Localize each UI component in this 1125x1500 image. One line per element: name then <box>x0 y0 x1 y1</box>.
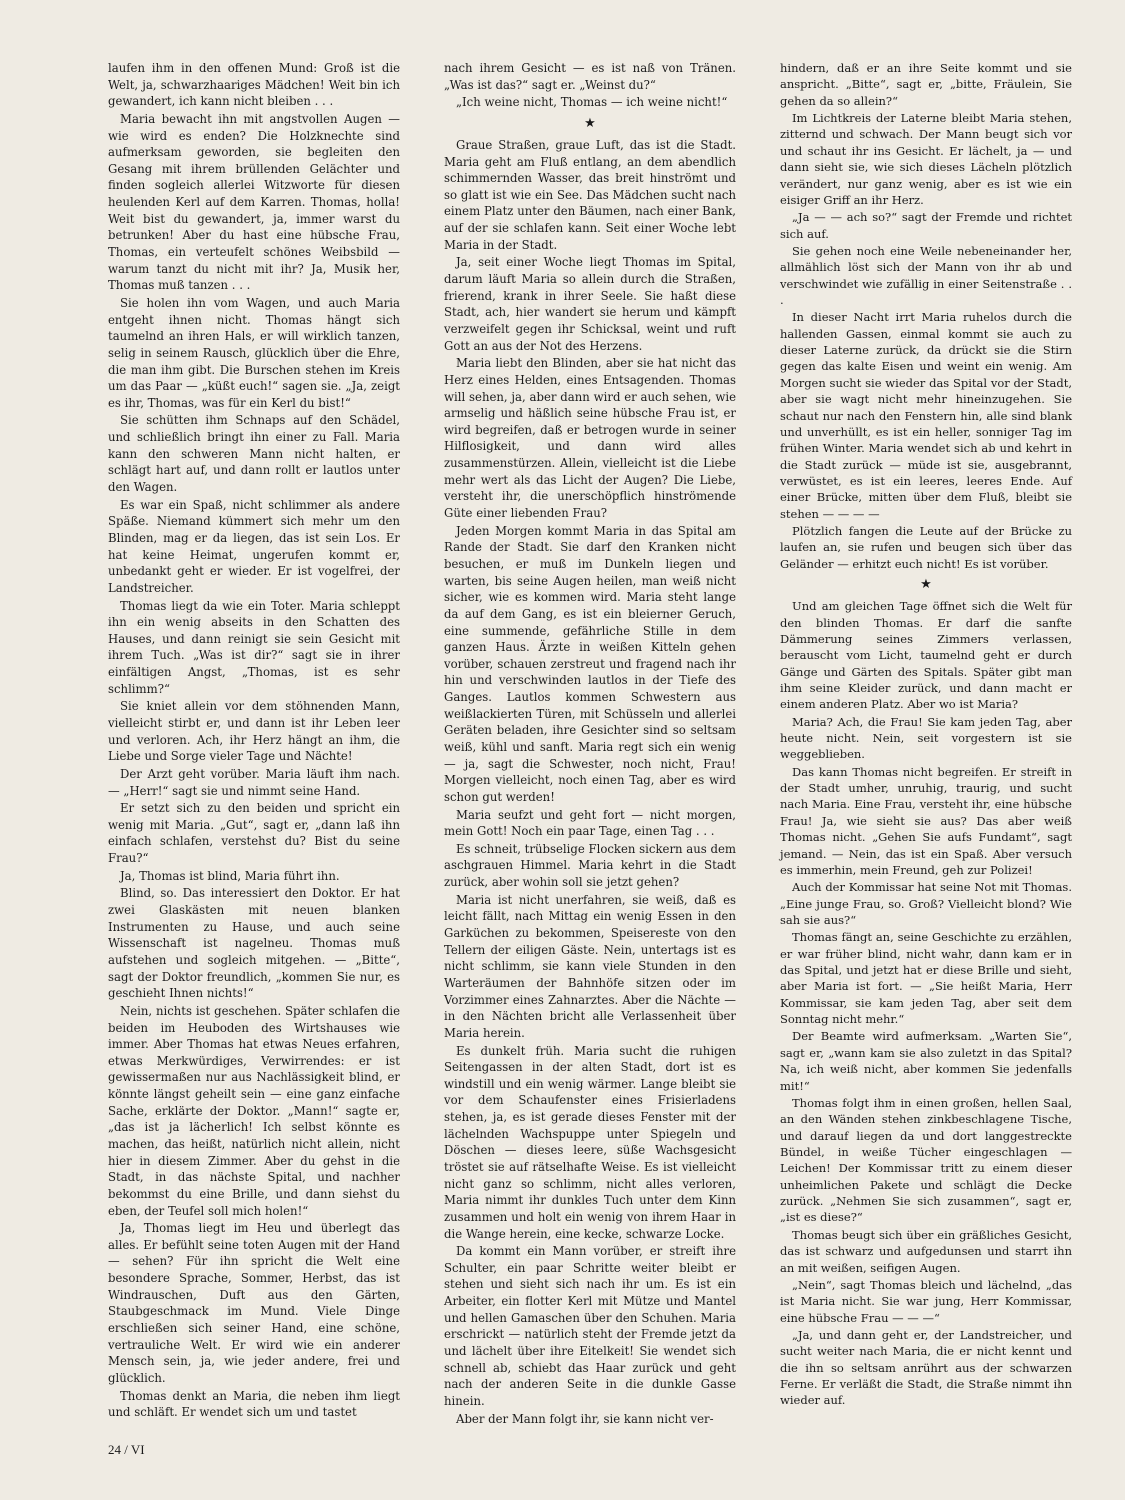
paragraph: hindern, daß er an ihre Seite kommt und sie anspricht. „Bitte“, sagt er, „bitte, Fräulein, Sie gehen da so allein?“ <box>780 61 1072 108</box>
paragraph: „Ja, und dann geht er, der Landstreicher, und sucht weiter nach Maria, die er nicht kennt und die ihn so seltsam anrührt aus der schwarzen Ferne. Er verläßt die Stadt, die Straße nimmt ihn wieder auf. <box>780 1327 1072 1408</box>
paragraph: Blind, so. Das interessiert den Doktor. Er hat zwei Glaskästen mit neuen blanken Instrumenten zu Hause, und auch seine Wissenschaft ist nagelneu. Thomas muß aufstehen und sogleich mitgehen. — „Bitte“, sagt der Doktor freundlich, „kommen Sie nur, es geschieht Ihnen nichts!“ <box>108 886 400 1001</box>
paragraph: Aber der Mann folgt ihr, sie kann nicht ver- <box>456 1411 714 1426</box>
paragraph: Thomas liegt da wie ein Toter. Maria schleppt ihn ein wenig abseits in den Schatten des Hauses, und dann reinigt sie sein Gesicht mit ihrem Tuch. „Was ist dir?“ sagt sie in ihrer einfältigen Angst, „Thomas, ist es sehr schlimm?“ <box>108 598 400 696</box>
paragraph: Jeden Morgen kommt Maria in das Spital am Rande der Stadt. Sie darf den Kranken nicht besuchen, er muß im Dunkeln liegen und warten, bis seine Augen heilen, man weiß nicht sicher, wie es kommen wird. Maria steht lange da auf dem Gang, es ist ein bleierner Geruch, eine summende, gefährliche Stille in dem ganzen Haus. Ärzte in weißen Kitteln gehen vorüber, schauen zerstreut und fragend nach ihr hin und verschwinden lautlos in der Tiefe des Ganges. Lautlos kommen Schwestern aus weißlackierten Türen, mit Schüsseln und allerlei Geräten beladen, ihre Gesichter sind so seltsam weiß, kühl und sanft. Maria regt sich ein wenig — ja, sagt die Schwester, noch nicht, Frau! Morgen vielleicht, noch einen Tag, aber es wird schon gut werden! <box>444 523 736 804</box>
paragraph: Das kann Thomas nicht begreifen. Er streift in der Stadt umher, unruhig, traurig, und sucht nach Maria. Eine Frau, versteht ihr, eine hübsche Frau! Ja, wie sieht sie aus? Das aber weiß Thomas nicht. „Gehen Sie aufs Fundamt“, sagt jemand. — Nein, das ist ein Spaß. Aber versuch es immerhin, mein Freund, geh zur Polizei! <box>780 764 1072 877</box>
paragraph: Im Lichtkreis der Laterne bleibt Maria stehen, zitternd und schwach. Der Mann beugt sich vor und schaut ihr ins Gesicht. Er lächelt, ja — und dann sieht sie, wie sich dieses Lächeln plötzlich verändert, nur ganz wenig, aber es ist wie ein eisiger Griff an ihr Herz. <box>780 111 1072 207</box>
paragraph: Ja, seit einer Woche liegt Thomas im Spital, darum läuft Maria so allein durch die Straßen, frierend, krank in ihrer Seele. Sie haßt diese Stadt, ach, hier wandert sie herum und kämpft verzweifelt gegen ihr Schicksal, weint und ruft Gott an aus der Not des Herzens. <box>444 255 736 353</box>
paragraph: Und am gleichen Tage öffnet sich die Welt für den blinden Thomas. Er darf die sanfte Dämmerung seines Zimmers verlassen, berauscht vom Licht, taumelnd geht er durch Gänge und Gärten des Spitals. Später gibt man ihm seine Kleider zurück, und dann macht er einem anderen Platz. Aber wo ist Maria? <box>780 599 1072 712</box>
paragraph: Es schneit, trübselige Flocken sickern aus dem aschgrauen Himmel. Maria kehrt in die Stadt zurück, aber wohin soll sie jetzt gehen? <box>444 841 736 890</box>
paragraph: Graue Straßen, graue Luft, das ist die Stadt. Maria geht am Fluß entlang, an dem abendlich schimmernden Wasser, das breit hinströmt und so glatt ist wie ein See. Das Mädchen sucht nach einem Platz unter den Bäumen, nach einer Bank, auf der sie schlafen kann. Seit einer Woche lebt Maria in der Stadt. <box>444 137 736 252</box>
paragraph: Maria? Ach, die Frau! Sie kam jeden Tag, aber heute nicht. Nein, seit vorgestern ist sie weggeblieben. <box>780 714 1072 762</box>
paragraph: Er setzt sich zu den beiden und spricht ein wenig mit Maria. „Gut“, sagt er, „dann laß ihn einfach schlafen, verstehst du? Bist du seine Frau?“ <box>108 801 400 866</box>
paragraph: Der Beamte wird aufmerksam. „Warten Sie“, sagt er, „wann kam sie also zuletzt in das Spital? Na, ich weiß nicht, aber kommen Sie jedenfalls mit!“ <box>780 1029 1072 1093</box>
section-separator-star: ★ <box>920 577 932 593</box>
paragraph: Maria ist nicht unerfahren, sie weiß, daß es leicht fällt, nach Mittag ein wenig Essen in den Garküchen zu bekommen, Speisereste von den Tellern der eiligen Gäste. Nein, untertags ist es nicht schlimm, sie kann viele Stunden in den Warteräumen der Bahnhöfe sitzen oder im Vorzimmer eines Zahnarztes. Aber die Nächte — in den Nächten bricht alle Verlassenheit über Maria herein. <box>444 892 736 1040</box>
paragraph: Sie schütten ihm Schnaps auf den Schädel, und schließlich bringt ihn einer zu Fall. Maria kann den schweren Mann nicht halten, er schlägt hart auf, und dann rollt er lautlos unter den Wagen. <box>108 413 400 495</box>
paragraph: Sie gehen noch eine Weile nebeneinander her, allmählich löst sich der Mann von ihr ab und verschwindet wie zufällig in einer Seitenstraße . . . <box>780 243 1072 308</box>
paragraph: nach ihrem Gesicht — es ist naß von Tränen. „Was ist das?“ sagt er. „Weinst du?“ <box>444 61 736 92</box>
paragraph: Sie holen ihn vom Wagen, und auch Maria entgeht ihnen nicht. Thomas hängt sich taumelnd an ihren Hals, er will wirklich tanzen, selig in seinem Rausch, glücklich über die Ehre, die man ihm gibt. Die Burschen stehen im Kreis um das Paar — „küßt euch!“ sagen sie. „Ja, zeigt es ihr, Thomas, was für ein Kerl du bist!“ <box>108 295 400 410</box>
paragraph: Thomas folgt ihm in einen großen, hellen Saal, an den Wänden stehen zinkbeschlagene Tische, und darauf liegen da und dort langgestreckte Bündel, in weiße Tücher eingeschlagen — Leichen! Der Kommissar tritt zu einem dieser unheimlichen Pakete und schlägt die Decke zurück. „Nehmen Sie sich zusammen“, sagt er, „ist es diese?“ <box>780 1095 1072 1225</box>
paragraph: „Ich weine nicht, Thomas — ich weine nicht!“ <box>456 95 728 110</box>
text-column-1 <box>108 60 400 1421</box>
paragraph: Maria bewacht ihn mit angstvollen Augen — wie wird es enden? Die Holzknechte sind aufmerksam geworden, sie begleiten den Gesang mit ihrem brüllenden Gelächter und finden sogleich allerlei Witzworte für diesen heulenden Kerl auf dem Karren. Thomas, holla! Weit bist du gewandert, ja, immer warst du betrunken! Aber du hast eine hübsche Frau, Thomas, ein verteufelt schönes Weibsbild — warum tanzt du nicht mit ihr? Ja, Musik her, Thomas muß tanzen . . . <box>108 111 400 293</box>
text-column-2 <box>444 60 736 1427</box>
paragraph: Da kommt ein Mann vorüber, er streift ihre Schulter, ein paar Schritte weiter bleibt er stehen und sieht sich nach ihr um. Es ist ein Arbeiter, ein flotter Kerl mit Mütze und Mantel und hellen Gamaschen über den Schuhen. Maria erschrickt — natürlich steht der Fremde jetzt da und lächelt über ihre Eitelkeit! Sie wendet sich schnell ab, schiebt das Haar zurück und geht nach der anderen Seite in die dunkle Gasse hinein. <box>444 1244 736 1408</box>
paragraph: Plötzlich fangen die Leute auf der Brücke zu laufen an, sie rufen und beugen sich über das Geländer — erhitzt euch nicht! Es ist vorüber. <box>780 524 1072 571</box>
paragraph: Thomas denkt an Maria, die neben ihm liegt und schläft. Er wendet sich um und tastet <box>108 1388 400 1420</box>
paragraph: laufen ihm in den offenen Mund: Groß ist die Welt, ja, schwarzhaariges Mädchen! Weit bin ich gewandert, ich kann nicht bleiben . . . <box>108 61 400 109</box>
paragraph: Nein, nichts ist geschehen. Später schlafen die beiden im Heuboden des Wirtshauses wie immer. Aber Thomas hat etwas Neues erfahren, etwas Merkwürdiges, Verwirrendes: er ist gewissermaßen nur aus Nachlässigkeit blind, er könnte längst geheilt sein — eine ganz einfache Sache, erklärte der Doktor. „Mann!“ sagte er, „das ist ja lächerlich! Ich selbst könnte es machen, das heißt, natürlich nicht allein, nicht hier in diesem Zimmer. Aber du gehst in die Stadt, in das nächste Spital, und nachher bekommst du eine Brille, und dann siehst du eben, der Teufel soll mich holen!“ <box>108 1003 400 1218</box>
paragraph: Ja, Thomas ist blind, Maria führt ihn. <box>120 868 340 883</box>
section-separator-star: ★ <box>584 115 596 131</box>
page-number: 24 / VI <box>108 1442 145 1457</box>
paragraph: Maria seufzt und geht fort — nicht morgen, mein Gott! Noch ein paar Tage, einen Tag . . . <box>444 807 736 839</box>
paragraph: Es dunkelt früh. Maria sucht die ruhigen Seitengassen in der alten Stadt, dort ist es windstill und ein wenig wärmer. Lange bleibt sie vor dem Schaufenster eines Frisierladens stehen, ja, es ist gerade dieses Fenster mit der lächelnden Wachspuppe unter Spiegeln und Döschen — dieses leere, süße Wachsgesicht tröstet sie auf rätselhafte Weise. Es ist vielleicht nicht ganz so schlimm, nicht alles verloren, Maria nimmt ihr dunkles Tuch unter dem Kinn zusammen und holt ein wenig von ihrem Haar in die Wange herein, eine kecke, schwarze Locke. <box>444 1043 736 1241</box>
paragraph: In dieser Nacht irrt Maria ruhelos durch die hallenden Gassen, einmal kommt sie auch zu dieser Laterne zurück, da drückt sie die Stirn gegen das kalte Eisen und weint ein wenig. Am Morgen sucht sie wieder das Spital vor der Stadt, aber sie wagt nicht mehr hineinzugehen. Sie schaut nur nach den Fenstern hin, alle sind blank und unverhüllt, es ist ein heller, sonniger Tag im frühen Winter. Maria wendet sich ab und kehrt in die Stadt zurück — müde ist sie, ausgebrannt, verwüstet, es ist ein leeres, leeres Ende. Auf einer Brücke, mitten über dem Fluß, bleibt sie stehen — — — — <box>780 310 1072 521</box>
paragraph: Sie kniet allein vor dem stöhnenden Mann, vielleicht stirbt er, und dann ist ihr Leben leer und verloren. Ach, ihr Herz hängt an ihm, die Liebe und Sorge vieler Tage und Nächte! <box>108 699 400 764</box>
paragraph: Ja, Thomas liegt im Heu und überlegt das alles. Er befühlt seine toten Augen mit der Hand — sehen? Für ihn spricht die Welt eine besondere Sprache, Sommer, Herbst, das ist Windrauschen, Duft aus den Gärten, Staubgeschmack im Mund. Viele Dinge erschließen sich seiner Hand, eine schöne, vertrauliche Welt. Er wird wie ein anderer Mensch sein, ja, wie jeder andere, frei und glücklich. <box>108 1221 400 1385</box>
paragraph: Thomas fängt an, seine Geschichte zu erzählen, er war früher blind, nicht wahr, dann kam er in das Spital, und jetzt hat er diese Brille und sieht, aber Maria ist fort. — „Sie heißt Maria, Herr Kommissar, sie kam jeden Tag, aber seit dem Sonntag nicht mehr.“ <box>780 930 1072 1027</box>
paragraph: Thomas beugt sich über ein gräßliches Gesicht, das ist schwarz und aufgedunsen und starrt ihn an mit weißen, seifigen Augen. <box>780 1227 1072 1275</box>
text-column-3 <box>780 60 1072 1409</box>
paragraph: Es war ein Spaß, nicht schlimmer als andere Späße. Niemand kümmert sich mehr um den Blinden, mag er da liegen, das ist sein Los. Er hat keine Heimat, ungerufen kommt er, unbedankt geht er wieder. Er ist vogelfrei, der Landstreicher. <box>108 497 400 595</box>
paragraph: „Ja — — ach so?“ sagt der Fremde und richtet sich auf. <box>780 210 1072 241</box>
paragraph: Auch der Kommissar hat seine Not mit Thomas. „Eine junge Frau, so. Groß? Vielleicht blond? Wie sah sie aus?“ <box>780 880 1072 927</box>
paragraph: „Nein“, sagt Thomas bleich und lächelnd, „das ist Maria nicht. Sie war jung, Herr Kommissar, eine hübsche Frau — — —“ <box>780 1277 1072 1325</box>
paragraph: Maria liebt den Blinden, aber sie hat nicht das Herz eines Helden, eines Entsagenden. Thomas will sehen, ja, aber dann wird er auch sehen, wie armselig und häßlich seine hübsche Frau ist, er wird begreifen, daß er betrogen wurde in seiner Hilflosigkeit, und dann wird alles zusammenstürzen. Allein, vielleicht ist die Liebe mehr wert als das Licht der Augen? Die Liebe, versteht ihr, die unerschöpflich hinströmende Güte einer liebenden Frau? <box>444 356 736 521</box>
paragraph: Der Arzt geht vorüber. Maria läuft ihm nach. — „Herr!“ sagt sie und nimmt seine Hand. <box>108 766 400 798</box>
